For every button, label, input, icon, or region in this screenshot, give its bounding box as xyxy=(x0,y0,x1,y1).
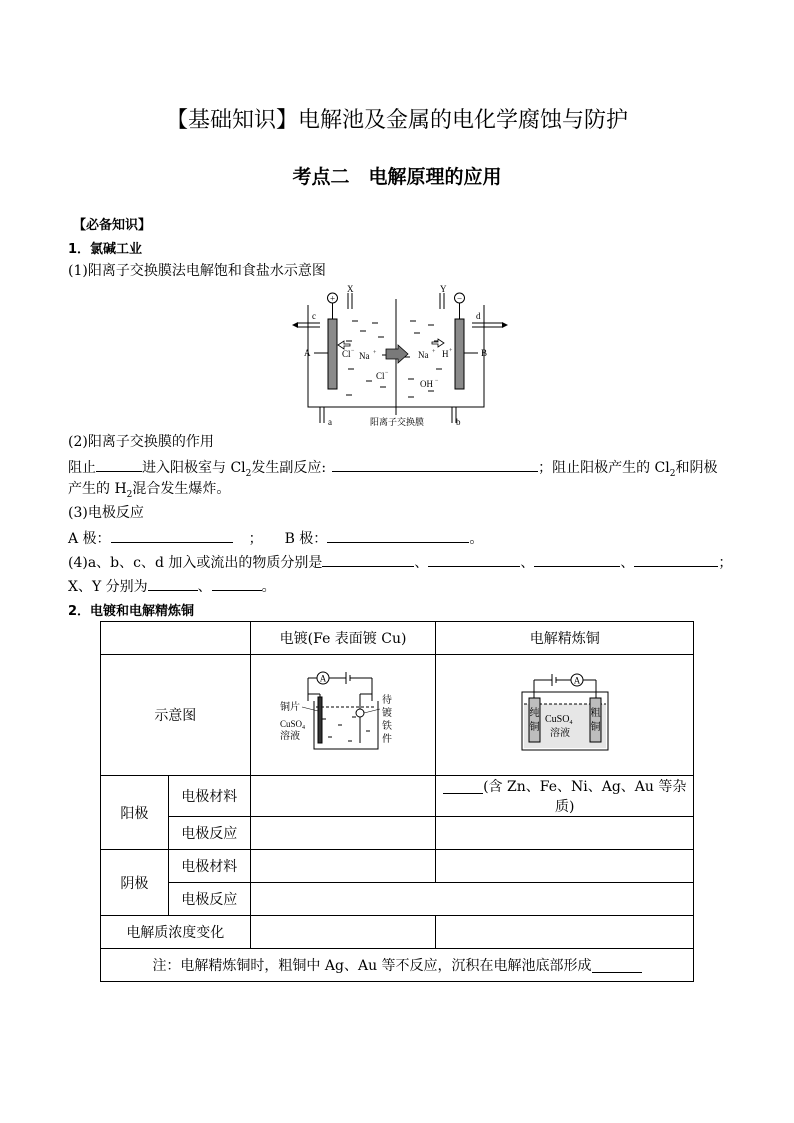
text-prevent-cl2: ；阻止阳极产生的 Cl xyxy=(538,460,670,476)
section2-heading: 2．电镀和电解精炼铜 xyxy=(68,604,195,619)
blank-y-substance[interactable] xyxy=(212,576,262,591)
item4-text: (4)a、b、c、d 加入或流出的物质分别是 xyxy=(68,555,323,571)
blank-substance-a[interactable] xyxy=(322,552,414,567)
label-c: c xyxy=(312,311,316,321)
item4-line xyxy=(68,552,732,572)
membrane-function-line1 xyxy=(68,457,717,483)
ion-cl-left: Cl xyxy=(342,349,351,359)
text-side-reaction: 发生副反应: xyxy=(251,460,327,476)
table-row-anode-material xyxy=(101,776,694,817)
xy-dun: 、 xyxy=(197,579,212,595)
a-pole-label: A 极： xyxy=(68,531,111,547)
copper-sheet-label: 铜片 xyxy=(280,702,301,713)
cathode-material-label: 电极材料 xyxy=(168,850,250,883)
workpiece-label-2: 镀 xyxy=(382,708,393,719)
anode-label: 阳极 xyxy=(101,776,169,850)
cathode-material-plating-cell[interactable] xyxy=(250,850,436,883)
pure-copper-label-2: 铜 xyxy=(529,722,540,733)
label-B: B xyxy=(481,348,488,358)
anode-material-plating-cell[interactable] xyxy=(250,776,436,817)
ion-cl-center: Cl xyxy=(376,371,385,381)
refining-solution-label: 溶液 xyxy=(549,728,570,739)
cl2-subscript-2: 2 xyxy=(669,468,676,479)
refining-diagram xyxy=(520,670,610,756)
table-row-note xyxy=(101,949,694,982)
text-dun-1: 、 xyxy=(414,555,429,571)
cathode-material-refining-cell[interactable] xyxy=(436,850,694,883)
b-pole-label: B 极： xyxy=(284,531,328,547)
table-row-cathode-material xyxy=(101,850,694,883)
ion-na-right-charge: + xyxy=(432,349,436,355)
cathode-reaction-label: 电极反应 xyxy=(168,883,250,916)
ion-na-left: Na xyxy=(359,351,370,361)
cathode-reaction-cell[interactable] xyxy=(250,883,693,916)
cathode-minus-sign: − xyxy=(456,293,463,304)
text-semi: ； xyxy=(718,555,733,571)
text-semicolon: ； xyxy=(248,531,263,547)
ion-cl-left-charge: − xyxy=(351,348,355,354)
refining-cuso4-label: CuSO$_4$ xyxy=(544,714,573,726)
plating-refining-table xyxy=(100,621,694,982)
blank-side-reaction[interactable] xyxy=(332,457,538,472)
blank-substance-d[interactable] xyxy=(634,552,718,567)
membrane-label: 阳离子交换膜 xyxy=(370,417,425,427)
concentration-change-label: 电解质浓度变化 xyxy=(101,916,251,949)
cl2-subscript-1: 2 xyxy=(245,468,252,479)
anode-reaction-plating-cell[interactable] xyxy=(250,817,436,850)
table-header-row xyxy=(101,622,694,655)
text-enter-anode: 进入阳极室与 Cl xyxy=(142,460,246,476)
electrode-reactions-line xyxy=(68,528,483,548)
label-Y: Y xyxy=(440,284,447,294)
anode-plus-sign: + xyxy=(329,293,336,304)
item2-text: (2)阳离子交换膜的作用 xyxy=(68,434,214,450)
plating-diagram xyxy=(278,667,408,759)
blank-blocked-ion[interactable] xyxy=(96,457,142,472)
text-explosion: 混合发生爆炸。 xyxy=(132,481,231,497)
workpiece-label-3: 铁 xyxy=(382,721,393,732)
text-period: 。 xyxy=(469,531,484,547)
refining-ammeter-label: A xyxy=(573,675,580,686)
plating-ammeter-label: A xyxy=(319,673,327,684)
item1-text: (1)阳离子交换膜法电解饱和食盐水示意图 xyxy=(68,263,326,279)
anode-material-label: 电极材料 xyxy=(168,776,250,817)
workpiece-label-4: 件 xyxy=(382,734,393,745)
text-produced-h2: 产生的 H xyxy=(68,481,127,497)
anode-reaction-label: 电极反应 xyxy=(168,817,250,850)
note-cell xyxy=(101,949,694,982)
label-A: A xyxy=(304,348,311,358)
anode-impurities-note: (含 Zn、Fe、Ni、Ag、Au 等杂质) xyxy=(483,779,687,815)
required-knowledge-label: 【必备知识】 xyxy=(73,218,152,233)
label-a: a xyxy=(328,417,332,427)
concentration-refining-cell[interactable] xyxy=(436,916,694,949)
header-refining: 电解精炼铜 xyxy=(436,622,694,655)
membrane-function-line2 xyxy=(68,480,230,504)
ion-cl-center-charge: − xyxy=(385,370,389,376)
note-text: 注：电解精炼铜时，粗铜中 Ag、Au 等不反应，沉积在电解池底部形成 xyxy=(152,958,592,974)
header-plating: 电镀(Fe 表面镀 Cu) xyxy=(250,622,436,655)
refining-diagram-cell xyxy=(436,655,694,776)
h2-subscript: 2 xyxy=(126,489,133,500)
header-empty-cell xyxy=(101,622,251,655)
blank-substance-b[interactable] xyxy=(428,552,520,567)
label-b: b xyxy=(456,417,461,427)
table-row-concentration xyxy=(101,916,694,949)
anode-material-refining-cell[interactable] xyxy=(436,776,694,817)
blank-b-pole-reaction[interactable] xyxy=(327,528,469,543)
blank-a-pole-reaction[interactable] xyxy=(111,528,233,543)
crude-copper-label-2: 铜 xyxy=(590,722,601,733)
topic-subtitle: 考点二 电解原理的应用 xyxy=(292,166,502,188)
plating-solution-label: 溶液 xyxy=(280,731,301,742)
xy-text: X、Y 分别为 xyxy=(68,579,148,595)
table-row-cathode-reaction xyxy=(101,883,694,916)
xy-period: 。 xyxy=(261,579,276,595)
blank-anode-mud[interactable] xyxy=(592,958,642,973)
document-title: 【基础知识】电解池及金属的电化学腐蚀与防护 xyxy=(165,108,628,133)
concentration-plating-cell[interactable] xyxy=(250,916,436,949)
ion-na-left-charge: + xyxy=(373,350,377,356)
ion-na-right: Na xyxy=(418,350,429,360)
item3-text: (3)电极反应 xyxy=(68,505,144,521)
crude-copper-label-1: 粗 xyxy=(590,708,601,719)
workpiece-label-1: 待 xyxy=(382,695,393,706)
blank-crude-copper[interactable] xyxy=(443,779,483,794)
cathode-label: 阴极 xyxy=(101,850,169,916)
text-dun-3: 、 xyxy=(620,555,635,571)
plating-cuso4-label: CuSO$_4$ xyxy=(280,719,306,731)
ion-h-right: H xyxy=(442,349,449,359)
row-schematic-label: 示意图 xyxy=(101,655,251,776)
blank-substance-c[interactable] xyxy=(534,552,620,567)
ion-oh-right: OH xyxy=(420,379,433,389)
ion-oh-right-charge: − xyxy=(435,378,439,384)
pure-copper-label-1: 纯 xyxy=(529,708,540,719)
text-and-cathode: 和阴极 xyxy=(675,460,718,476)
ion-h-right-charge: + xyxy=(449,348,453,354)
plating-diagram-cell xyxy=(250,655,436,776)
chlor-alkali-diagram xyxy=(290,283,512,429)
blank-x-substance[interactable] xyxy=(148,576,198,591)
label-d: d xyxy=(476,311,481,321)
section1-heading: 1．氯碱工业 xyxy=(68,242,143,257)
label-X: X xyxy=(347,284,354,294)
text-block-prefix: 阻止 xyxy=(68,460,96,476)
text-dun-2: 、 xyxy=(520,555,535,571)
table-row-anode-reaction xyxy=(101,817,694,850)
table-row-schematic xyxy=(101,655,694,776)
anode-reaction-refining-cell[interactable] xyxy=(436,817,694,850)
xy-line xyxy=(68,576,276,596)
